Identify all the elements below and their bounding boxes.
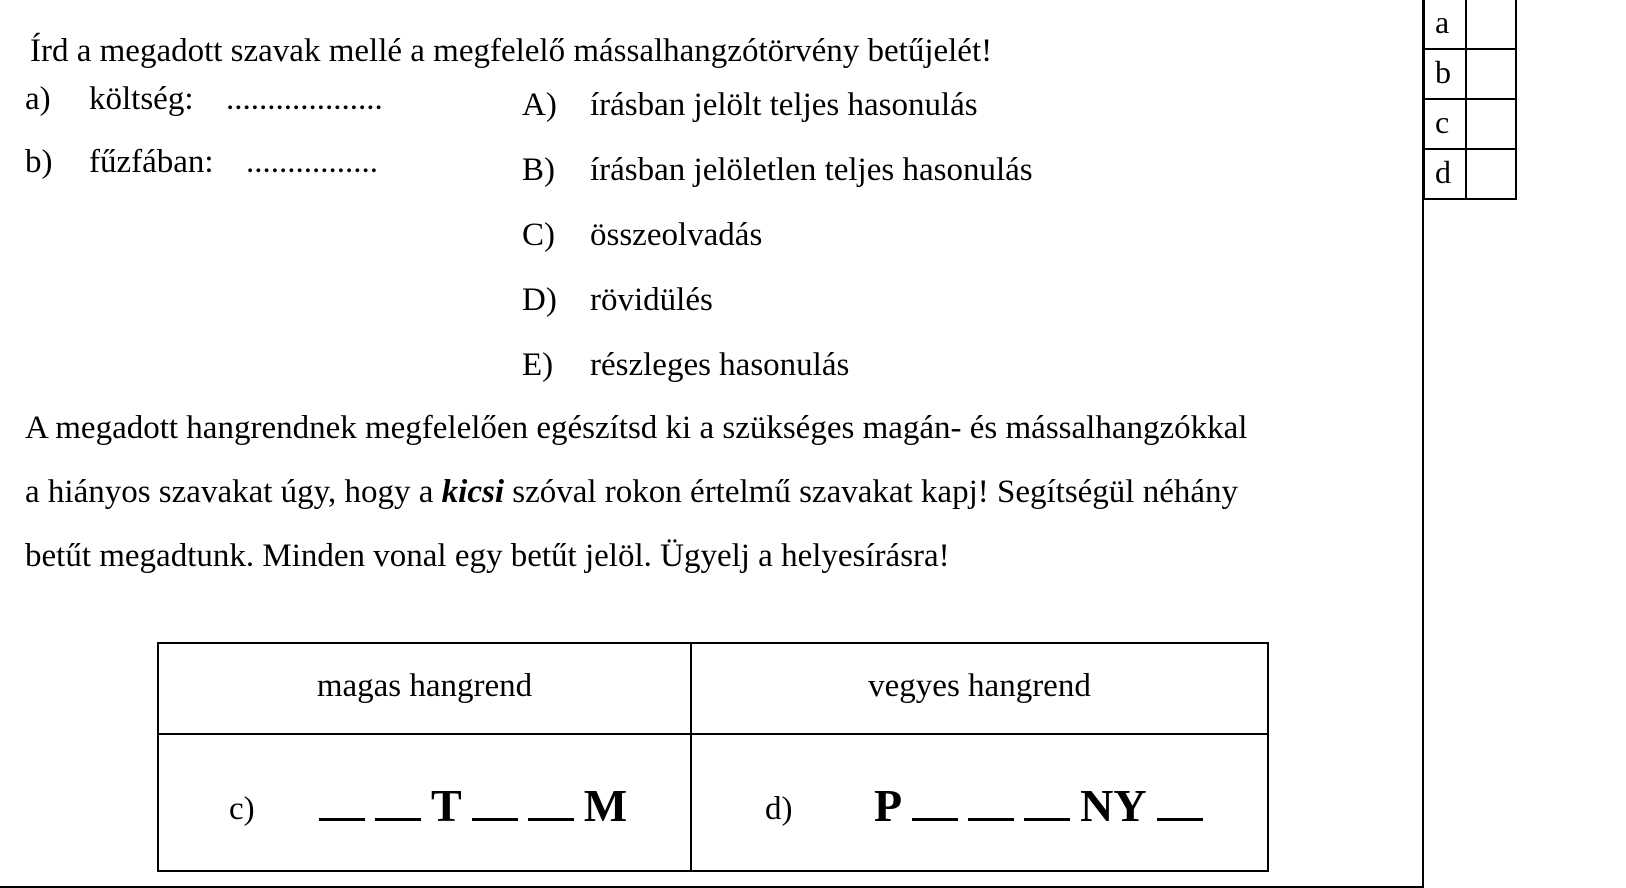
letter-blank[interactable]: [912, 774, 958, 821]
table-divider-horizontal: [159, 733, 1267, 735]
option-c-letter: C): [522, 217, 555, 253]
item-a-answer-field[interactable]: ...................: [226, 81, 383, 117]
option-e-text: részleges hasonulás: [590, 347, 850, 383]
task2-emphasized-word: kicsi: [441, 474, 504, 510]
score-cell-b[interactable]: [1466, 49, 1516, 99]
letter-blank[interactable]: [375, 774, 421, 821]
task1-instruction: Írd a megadott szavak mellé a megfelelő mássalhangzótörvény betűjelét!: [30, 33, 993, 69]
score-row: [1424, 99, 1516, 149]
score-label-a: a: [1424, 0, 1466, 49]
score-label-b: b: [1424, 49, 1466, 99]
item-a-label: a): [25, 81, 51, 117]
row-d-label: d): [765, 791, 793, 827]
score-row: [1424, 149, 1516, 199]
score-label-d: d: [1424, 149, 1466, 199]
score-cell-d[interactable]: [1466, 149, 1516, 199]
score-row: [1424, 49, 1516, 99]
letter-blank[interactable]: [1024, 774, 1070, 821]
item-a-word: költség:: [89, 81, 194, 117]
item-b-label: b): [25, 144, 53, 180]
letter-blank[interactable]: [319, 774, 365, 821]
task2-line1: A megadott hangrendnek megfelelően egészítsd ki a szükséges magán- és mássalhangzókkal: [25, 410, 1248, 446]
given-letter: P: [874, 780, 903, 831]
letter-blank[interactable]: [1157, 774, 1203, 821]
letter-blank[interactable]: [968, 774, 1014, 821]
option-a-text: írásban jelölt teljes hasonulás: [590, 87, 978, 123]
option-d-text: rövidülés: [590, 282, 713, 318]
score-cell-a[interactable]: [1466, 0, 1516, 49]
word-pattern-c[interactable]: [319, 774, 637, 834]
answer-table: [157, 642, 1269, 872]
item-b-word: fűzfában:: [89, 144, 214, 180]
letter-blank[interactable]: [528, 774, 574, 821]
header-vegyes-hangrend: vegyes hangrend: [868, 668, 1091, 704]
header-magas-hangrend: magas hangrend: [316, 668, 533, 704]
letter-blank[interactable]: [472, 774, 518, 821]
task2-line3: betűt megadtunk. Minden vonal egy betűt jelöl. Ügyelj a helyesírásra!: [25, 538, 950, 574]
task2-line2-start: a hiányos szavakat úgy, hogy a: [25, 474, 442, 510]
score-cell-c[interactable]: [1466, 99, 1516, 149]
option-e-letter: E): [522, 347, 554, 383]
task2-line2: [25, 472, 1238, 512]
score-box: [1423, 0, 1517, 200]
score-label-c: c: [1424, 99, 1466, 149]
task2-line2-end: szóval rokon értelmű szavakat kapj! Segítségül néhány: [504, 474, 1239, 510]
score-row: [1424, 0, 1516, 49]
option-b-letter: B): [522, 152, 555, 188]
option-d-letter: D): [522, 282, 557, 318]
item-b-answer-field[interactable]: ................: [246, 144, 378, 180]
row-c-label: c): [229, 791, 255, 827]
word-pattern-d[interactable]: [874, 774, 1213, 834]
given-letter: T: [431, 780, 462, 831]
given-letter: M: [583, 780, 628, 831]
option-c-text: összeolvadás: [590, 217, 763, 253]
option-b-text: írásban jelöletlen teljes hasonulás: [590, 152, 1033, 188]
option-a-letter: A): [522, 87, 557, 123]
given-letter: NY: [1080, 780, 1147, 831]
